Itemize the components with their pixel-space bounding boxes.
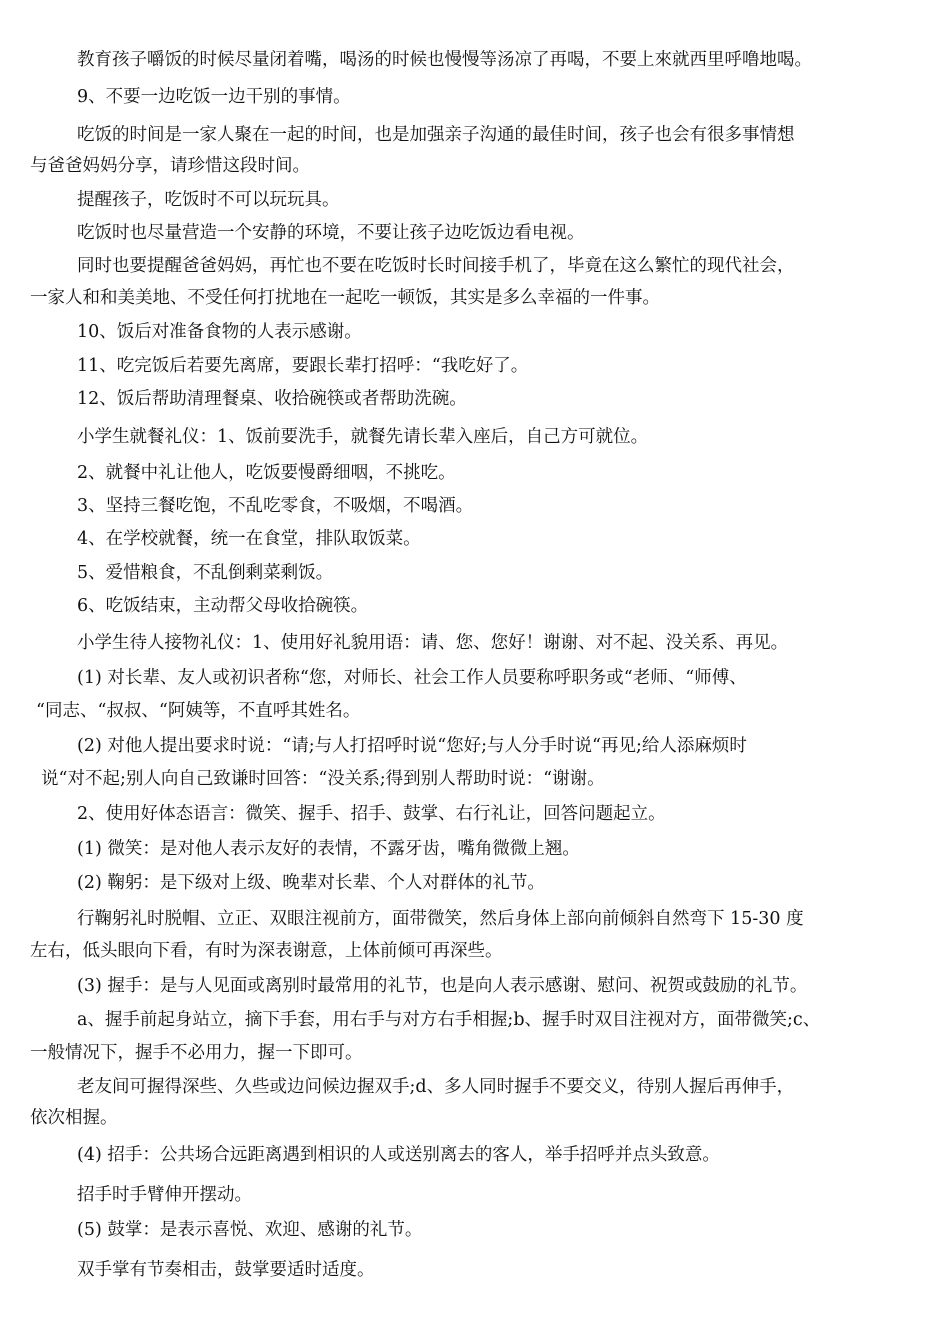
text-line: 12、饭后帮助清理餐桌、收拾碗筷或者帮助洗碗。 <box>77 389 467 409</box>
text-line: 11、吃完饭后若要先离席，要跟长辈打招呼：“我吃好了。 <box>77 356 529 376</box>
text-line: 吃饭的时间是一家人聚在一起的时间，也是加强亲子沟通的最佳时间，孩子也会有很多事情想 <box>77 125 795 145</box>
text-line: (4) 招手：公共场合远距离遇到相识的人或送别离去的客人，举手招呼并点头致意。 <box>77 1145 720 1165</box>
text-line: 同时也要提醒爸爸妈妈，再忙也不要在吃饭时长时间接手机了，毕竟在这么繁忙的现代社会， <box>77 256 795 276</box>
text-line: 3、坚持三餐吃饱，不乱吃零食，不吸烟，不喝酒。 <box>77 496 474 516</box>
text-line: 招手时手臂伸开摆动。 <box>77 1185 252 1205</box>
text-line: 2、就餐中礼让他人，吃饭要慢爵细咽，不挑吃。 <box>77 463 456 483</box>
text-line: 教育孩子嚼饭的时候尽量闭着嘴，喝汤的时候也慢慢等汤凉了再喝，不要上來就西里呼噜地喝。 <box>77 50 812 70</box>
text-line: (3) 握手：是与人见面或离别时最常用的礼节，也是向人表示感谢、慰问、祝贺或鼓励的礼节。 <box>77 976 808 996</box>
text-line: 行鞠躬礼时脱帽、立正、双眼注视前方，面带微笑，然后身体上部向前倾斜自然弯下 15-30 度 <box>77 909 804 929</box>
text-line: 一般情况下，握手不必用力，握一下即可。 <box>30 1043 363 1063</box>
text-line: (1) 微笑：是对他人表示友好的表情，不露牙齿，嘴角微微上翘。 <box>77 839 580 859</box>
text-line: 左右，低头眼向下看，有时为深表谢意，上体前倾可再深些。 <box>30 941 503 961</box>
text-line: 依次相握。 <box>30 1108 118 1128</box>
text-line: 4、在学校就餐，统一在食堂，排队取饭菜。 <box>77 529 421 549</box>
text-line: a、握手前起身站立，摘下手套，用右手与对方右手相握;b、握手时双目注视对方，面带微笑;c、 <box>77 1010 821 1030</box>
text-line: (1) 对长辈、友人或初识者称“您，对师长、社会工作人员要称呼职务或“老师、“师傅、 <box>77 668 747 688</box>
text-line: 9、不要一边吃饭一边干别的事情。 <box>77 87 351 107</box>
text-line: (2) 对他人提出要求时说：“请;与人打招呼时说“您好;与人分手时说“再见;给人添麻烦时 <box>77 736 747 756</box>
text-line: 双手掌有节奏相击，鼓掌要适时适度。 <box>77 1260 375 1280</box>
text-line: 吃饭时也尽量营造一个安静的环境，不要让孩子边吃饭边看电视。 <box>77 223 585 243</box>
text-line: 2、使用好体态语言：微笑、握手、招手、鼓掌、右行礼让，回答问题起立。 <box>77 804 666 824</box>
text-line: 说“对不起;别人向自己致谦时回答：“没关系;得到别人帮助时说：“谢谢。 <box>41 769 605 789</box>
text-line: 一家人和和美美地、不受任何打扰地在一起吃一顿饭，其实是多么幸福的一件事。 <box>30 288 660 308</box>
text-line: 10、饭后对准备食物的人表示感谢。 <box>77 322 362 342</box>
text-line: 老友间可握得深些、久些或边问候边握双手;d、多人同时握手不要交义，待别人握后再伸手， <box>77 1077 795 1097</box>
text-line: (2) 鞠躬：是下级对上级、晚辈对长辈、个人对群体的礼节。 <box>77 873 545 893</box>
text-line: 6、吃饭结束，主动帮父母收拾碗筷。 <box>77 596 369 616</box>
text-line: 提醒孩子，吃饭时不可以玩玩具。 <box>77 190 340 210</box>
text-line: 小学生就餐礼仪：1、饭前要洗手，就餐先请长辈入座后，自己方可就位。 <box>77 427 649 447</box>
text-line: (5) 鼓掌：是表示喜悦、欢迎、感谢的礼节。 <box>77 1220 423 1240</box>
text-line: 小学生待人接物礼仪：1、使用好礼貌用语：请、您、您好！谢谢、对不起、没关系、再见。 <box>77 633 789 653</box>
text-line: 与爸爸妈妈分享，请珍惜这段时间。 <box>30 156 310 176</box>
text-line: “同志、“叔叔、“阿姨等，不直呼其姓名。 <box>36 701 361 721</box>
text-line: 5、爱惜粮食，不乱倒剩菜剩饭。 <box>77 563 334 583</box>
